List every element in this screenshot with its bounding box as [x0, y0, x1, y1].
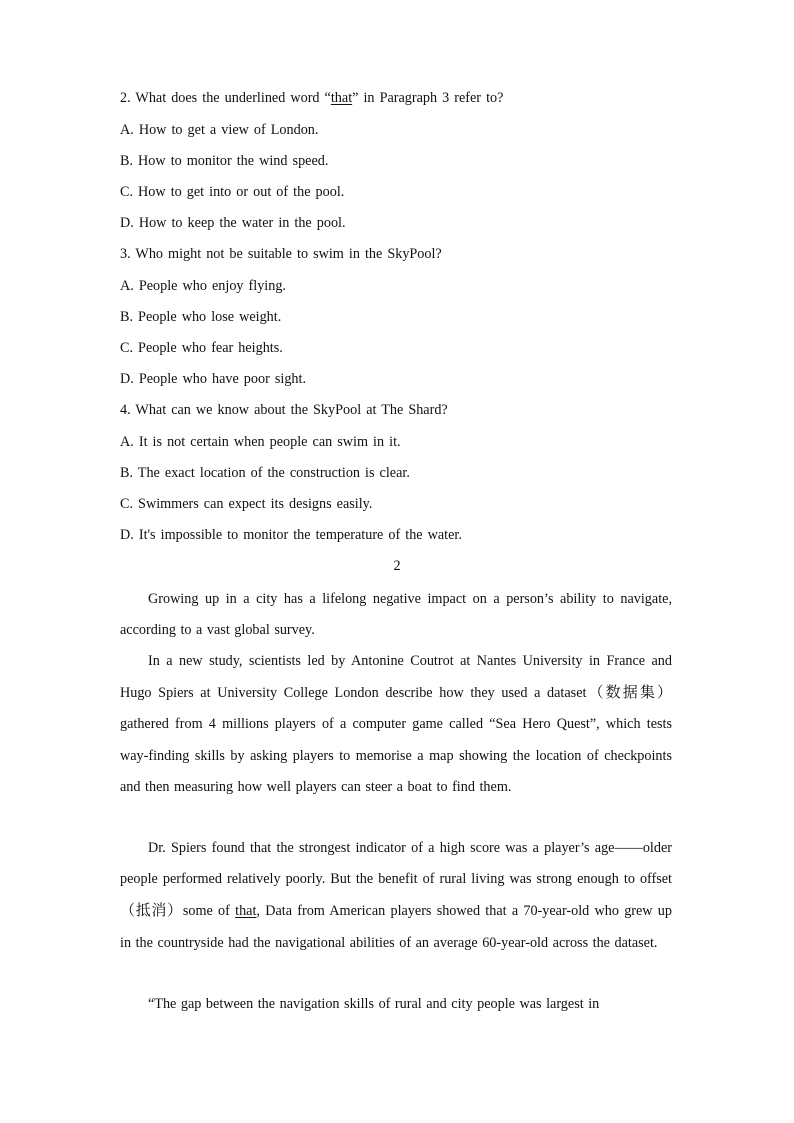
question-3-option-b: B. People who lose weight.: [120, 309, 282, 325]
question-3-stem: 3. Who might not be suitable to swim in the SkyPool?: [120, 246, 442, 262]
question-2-option-c: C. How to get into or out of the pool.: [120, 184, 345, 200]
question-2-stem-text: 2. What does the underlined word “: [120, 90, 331, 106]
question-4-option-c: C. Swimmers can expect its designs easily.: [120, 496, 373, 512]
question-4-option-d: D. It's impossible to monitor the temperature of the water.: [120, 527, 462, 543]
question-4-option-a: A. It is not certain when people can swim in it.: [120, 434, 401, 450]
underlined-word-that: that: [330, 90, 353, 106]
paragraph-2-text-a: In a new study, scientists led by Antonine Coutrot at Nantes University in France and Hugo Spiers at University College London describe how they used a dataset: [120, 653, 672, 702]
question-2-option-d: D. How to keep the water in the pool.: [120, 215, 346, 231]
paragraph-2-text-b: gathered from 4 millions players of a computer game called “Sea Hero Quest”, which tests way-finding skills by asking players to memorise a map showing the location of checkpoints and then measuring how well players can steer a boat to find them.: [120, 716, 672, 795]
passage-paragraph-4: “The gap between the navigation skills of rural and city people was largest in: [148, 996, 600, 1012]
question-3-option-c: C. People who fear heights.: [120, 340, 283, 356]
question-4-option-b: B. The exact location of the construction is clear.: [120, 465, 410, 481]
paragraph-3-text-a: Dr. Spiers found that the strongest indicator of a high score was a player’s age——older people performed relatively poorly. But the benefit of rural living was strong enough to offset: [120, 840, 672, 888]
question-2-stem: [120, 90, 503, 107]
question-3-option-a: A. People who enjoy flying.: [120, 278, 286, 294]
question-2-stem-tail: ” in Paragraph 3 refer to?: [352, 90, 504, 106]
question-2-option-a: A. How to get a view of London.: [120, 122, 319, 138]
paragraph-2-chinese-gloss: （数据集）: [586, 683, 672, 702]
paragraph-3-text-c: , Data from American players showed that a 70-year-old who grew up in the countryside had the navigational abilities of an average 60-year-old across the dataset.: [120, 903, 672, 951]
underlined-word-that-passage: that: [235, 903, 257, 920]
passage-paragraph-1: Growing up in a city has a lifelong negative impact on a person’s ability to navigate, according to a vast global survey.: [120, 591, 672, 639]
question-2-option-b: B. How to monitor the wind speed.: [120, 153, 329, 169]
passage-number: 2: [393, 558, 401, 574]
passage-paragraph-2: [120, 646, 672, 803]
paragraph-3-text-b: some of: [182, 903, 230, 920]
question-4-stem: 4. What can we know about the SkyPool at The Shard?: [120, 402, 448, 418]
passage-paragraph-3: [120, 833, 672, 959]
paragraph-3-chinese-gloss: （抵消）: [120, 901, 183, 920]
question-3-option-d: D. People who have poor sight.: [120, 371, 307, 387]
